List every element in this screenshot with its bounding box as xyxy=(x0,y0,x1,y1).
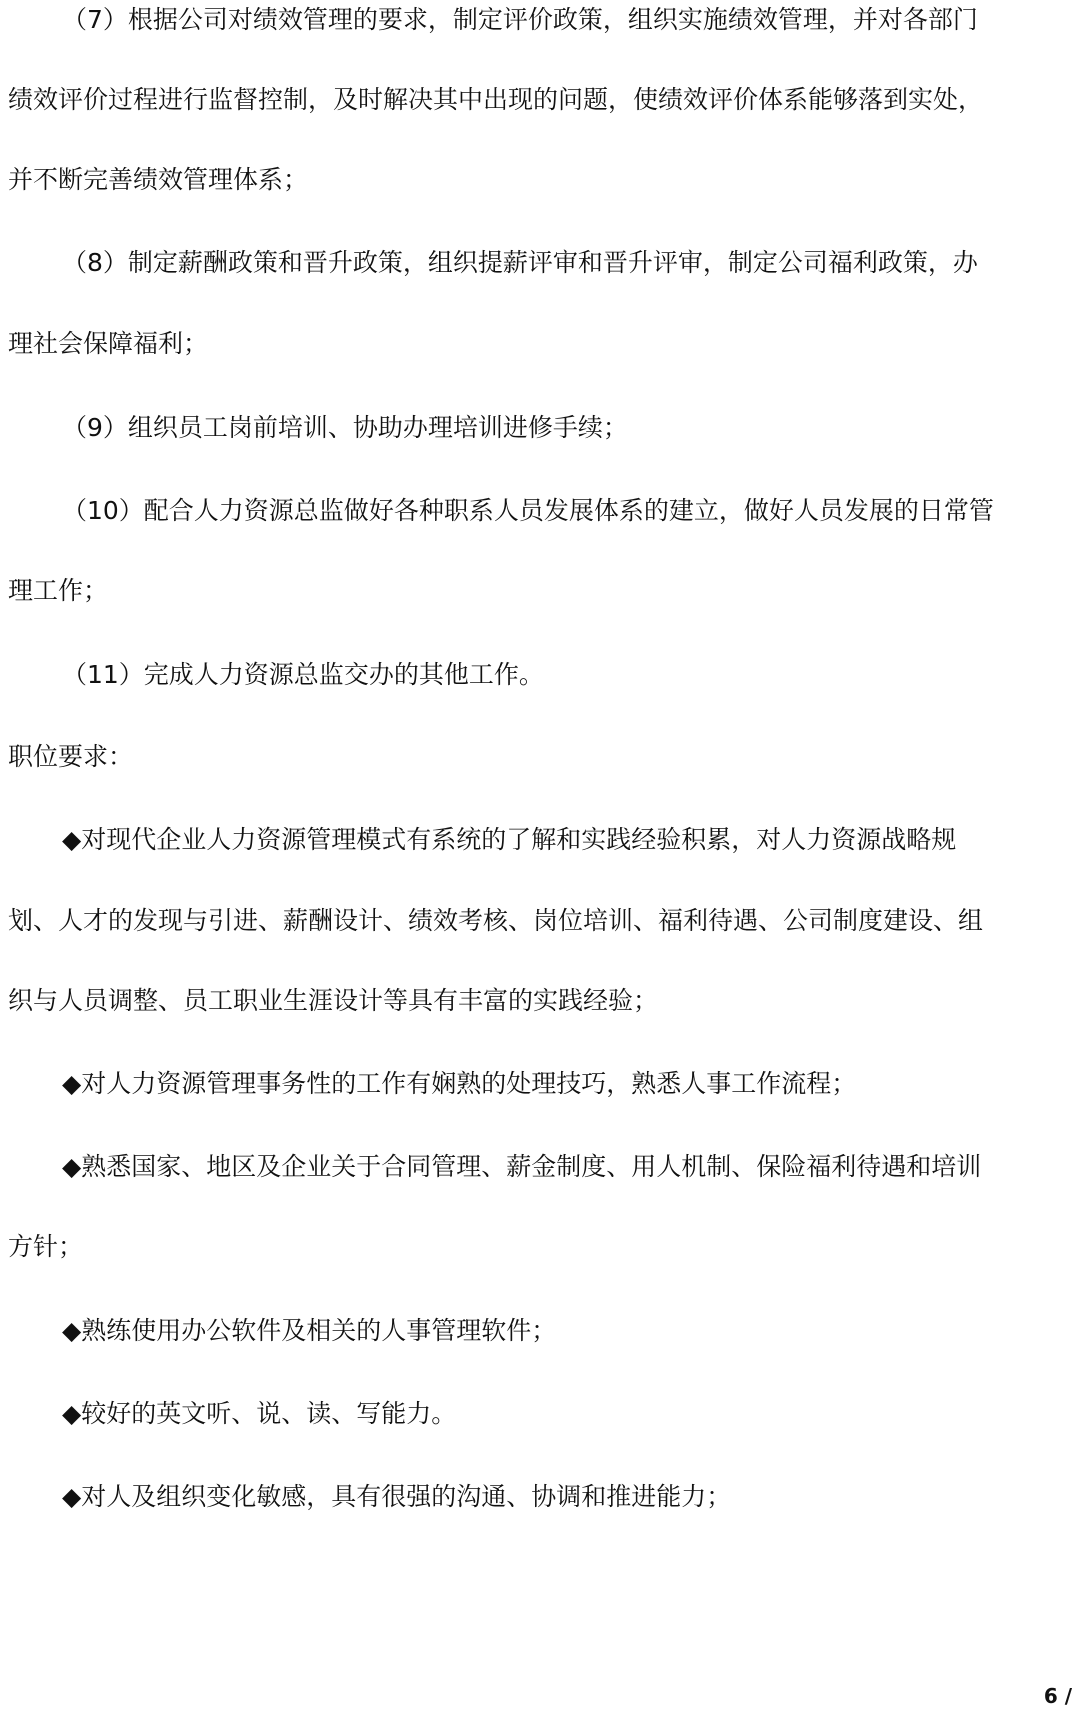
text-line: 绩效评价过程进行监督控制，及时解决其中出现的问题，使绩效评价体系能够落到实处， xyxy=(8,85,984,114)
text-line: ◆较好的英文听、说、读、写能力。 xyxy=(62,1399,457,1428)
text-line: （8）制定薪酬政策和晋升政策，组织提薪评审和晋升评审，制定公司福利政策，办 xyxy=(62,248,978,277)
page-number: 6 / xyxy=(1043,1684,1072,1708)
text-line: （10）配合人力资源总监做好各种职系人员发展体系的建立，做好人员发展的日常管 xyxy=(62,496,994,525)
section-heading: 职位要求： xyxy=(8,742,134,771)
text-line: 理社会保障福利； xyxy=(8,329,209,358)
text-line: （7）根据公司对绩效管理的要求，制定评价政策，组织实施绩效管理，并对各部门 xyxy=(62,5,978,34)
text-line: （11）完成人力资源总监交办的其他工作。 xyxy=(62,660,544,689)
text-line: ◆对人及组织变化敏感，具有很强的沟通、协调和推进能力； xyxy=(62,1482,732,1511)
text-line: （9）组织员工岗前培训、协助办理培训进修手续； xyxy=(62,413,628,442)
text-line: ◆熟悉国家、地区及企业关于合同管理、薪金制度、用人机制、保险福利待遇和培训 xyxy=(62,1152,982,1181)
text-line: 理工作； xyxy=(8,576,109,605)
text-line: 织与人员调整、员工职业生涯设计等具有丰富的实践经验； xyxy=(8,986,659,1015)
text-line: ◆对人力资源管理事务性的工作有娴熟的处理技巧，熟悉人事工作流程； xyxy=(62,1069,857,1098)
text-line: ◆熟练使用办公软件及相关的人事管理软件； xyxy=(62,1316,557,1345)
text-line: 划、人才的发现与引进、薪酬设计、绩效考核、岗位培训、福利待遇、公司制度建设、组 xyxy=(8,906,984,935)
text-line: ◆对现代企业人力资源管理模式有系统的了解和实践经验积累，对人力资源战略规 xyxy=(62,825,957,854)
text-line: 并不断完善绩效管理体系； xyxy=(8,165,309,194)
text-line: 方针； xyxy=(8,1232,84,1261)
